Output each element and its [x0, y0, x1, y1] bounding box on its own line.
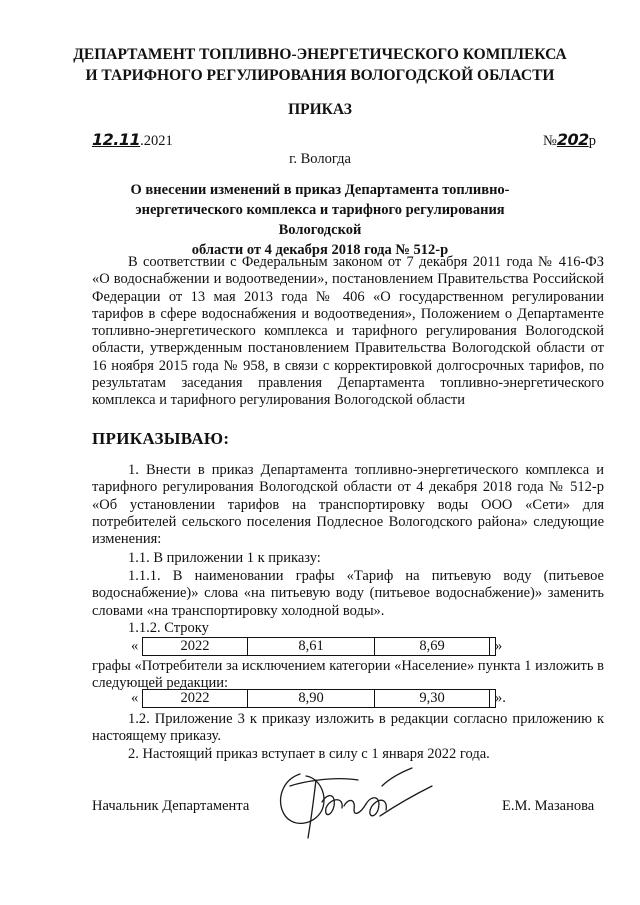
- item-1-1-2: 1.1.2. Строку: [128, 620, 209, 636]
- subject-line-2: энергетического комплекса и тарифного регулирования Вологодской: [135, 202, 505, 238]
- subject-line-1: О внесении изменений в приказ Департамента топливно-: [130, 182, 510, 198]
- tariff-row-old: [142, 637, 496, 656]
- quote-close-2: ».: [495, 690, 506, 706]
- quote-close-1: »: [495, 638, 503, 654]
- department-line-1: ДЕПАРТАМЕНТ ТОПЛИВНО-ЭНЕРГЕТИЧЕСКОГО КОМПЛЕКСА: [73, 46, 567, 63]
- table-row: [143, 690, 496, 708]
- table-row: [143, 638, 496, 656]
- subject-line-3: области от 4 декабря 2018 года № 512-р: [191, 242, 449, 258]
- quote-open-2: «: [131, 690, 139, 706]
- cell-year: 2022: [143, 690, 248, 708]
- item-1-1: 1.1. В приложении 1 к приказу:: [128, 550, 321, 566]
- signature-image: [262, 756, 442, 848]
- city: г. Вологда: [289, 151, 351, 167]
- date-year: .2021: [140, 133, 173, 149]
- order-subject: [100, 180, 540, 260]
- item-1: 1. Внести в приказ Департамента топливно-энергетического комплекса и тарифного регулирования Вологодской области от 4 декабря 2018 года № 512-р «Об установлении тарифов на транспортировку воды ООО «Сети» для потребителей сельского поселения Подлесное Вологодского района» следующие изменения:: [92, 462, 604, 548]
- cell-tariff-1: 8,90: [248, 690, 375, 708]
- quote-open-1: «: [131, 638, 139, 654]
- handwritten-number: 202: [556, 130, 589, 149]
- item-2: 2. Настоящий приказ вступает в силу с 1 января 2022 года.: [128, 746, 490, 762]
- cell-year: 2022: [143, 638, 248, 656]
- number-suffix: р: [588, 133, 596, 149]
- tariff-row-new: [142, 689, 496, 708]
- document-type: ПРИКАЗ: [288, 101, 352, 118]
- cell-tariff-2: 8,69: [375, 638, 490, 656]
- order-date: [92, 130, 173, 150]
- cell-tariff-1: 8,61: [248, 638, 375, 656]
- command-heading: ПРИКАЗЫВАЮ:: [92, 429, 230, 448]
- handwritten-date: 12.11: [92, 130, 141, 149]
- cell-tariff-2: 9,30: [375, 690, 490, 708]
- preamble-paragraph: В соответствии с Федеральным законом от 7 декабря 2011 года № 416-ФЗ «О водоснабжении и водоотведении», постановлением Правительства Российской Федерации от 13 мая 2013 года № 406 «О государственном регулировании тарифов в сфере водоснабжения и водоотведения», Положением о Департаменте топливно-энергетического комплекса и тарифного регулирования Вологодской области, утвержденным постановлением Правительства Вологодской области от 16 ноября 2015 года № 958, в связи с корректировкой долгосрочных тарифов, по результатам заседания правления Департамента топливно-энергетического комплекса и тарифного регулирования Вологодской области: [92, 254, 604, 409]
- graph-text: графы «Потребители за исключением категории «Население» пункта 1 изложить в следующей редакции:: [92, 658, 604, 692]
- signer-name: Е.М. Мазанова: [502, 798, 595, 814]
- order-number: [543, 130, 596, 150]
- department-header: [60, 44, 580, 86]
- department-line-2: И ТАРИФНОГО РЕГУЛИРОВАНИЯ ВОЛОГОДСКОЙ ОБЛАСТИ: [85, 67, 555, 84]
- item-1-2: 1.2. Приложение 3 к приказу изложить в редакции согласно приложению к настоящему приказу.: [92, 711, 604, 745]
- number-prefix: №: [543, 133, 557, 149]
- signer-position: Начальник Департамента: [92, 798, 250, 814]
- item-1-1-1: 1.1.1. В наименовании графы «Тариф на питьевую воду (питьевое водоснабжение)» слова «на питьевую воду (питьевое водоснабжение)» заменить словами «на транспортировку холодной воды».: [92, 568, 604, 619]
